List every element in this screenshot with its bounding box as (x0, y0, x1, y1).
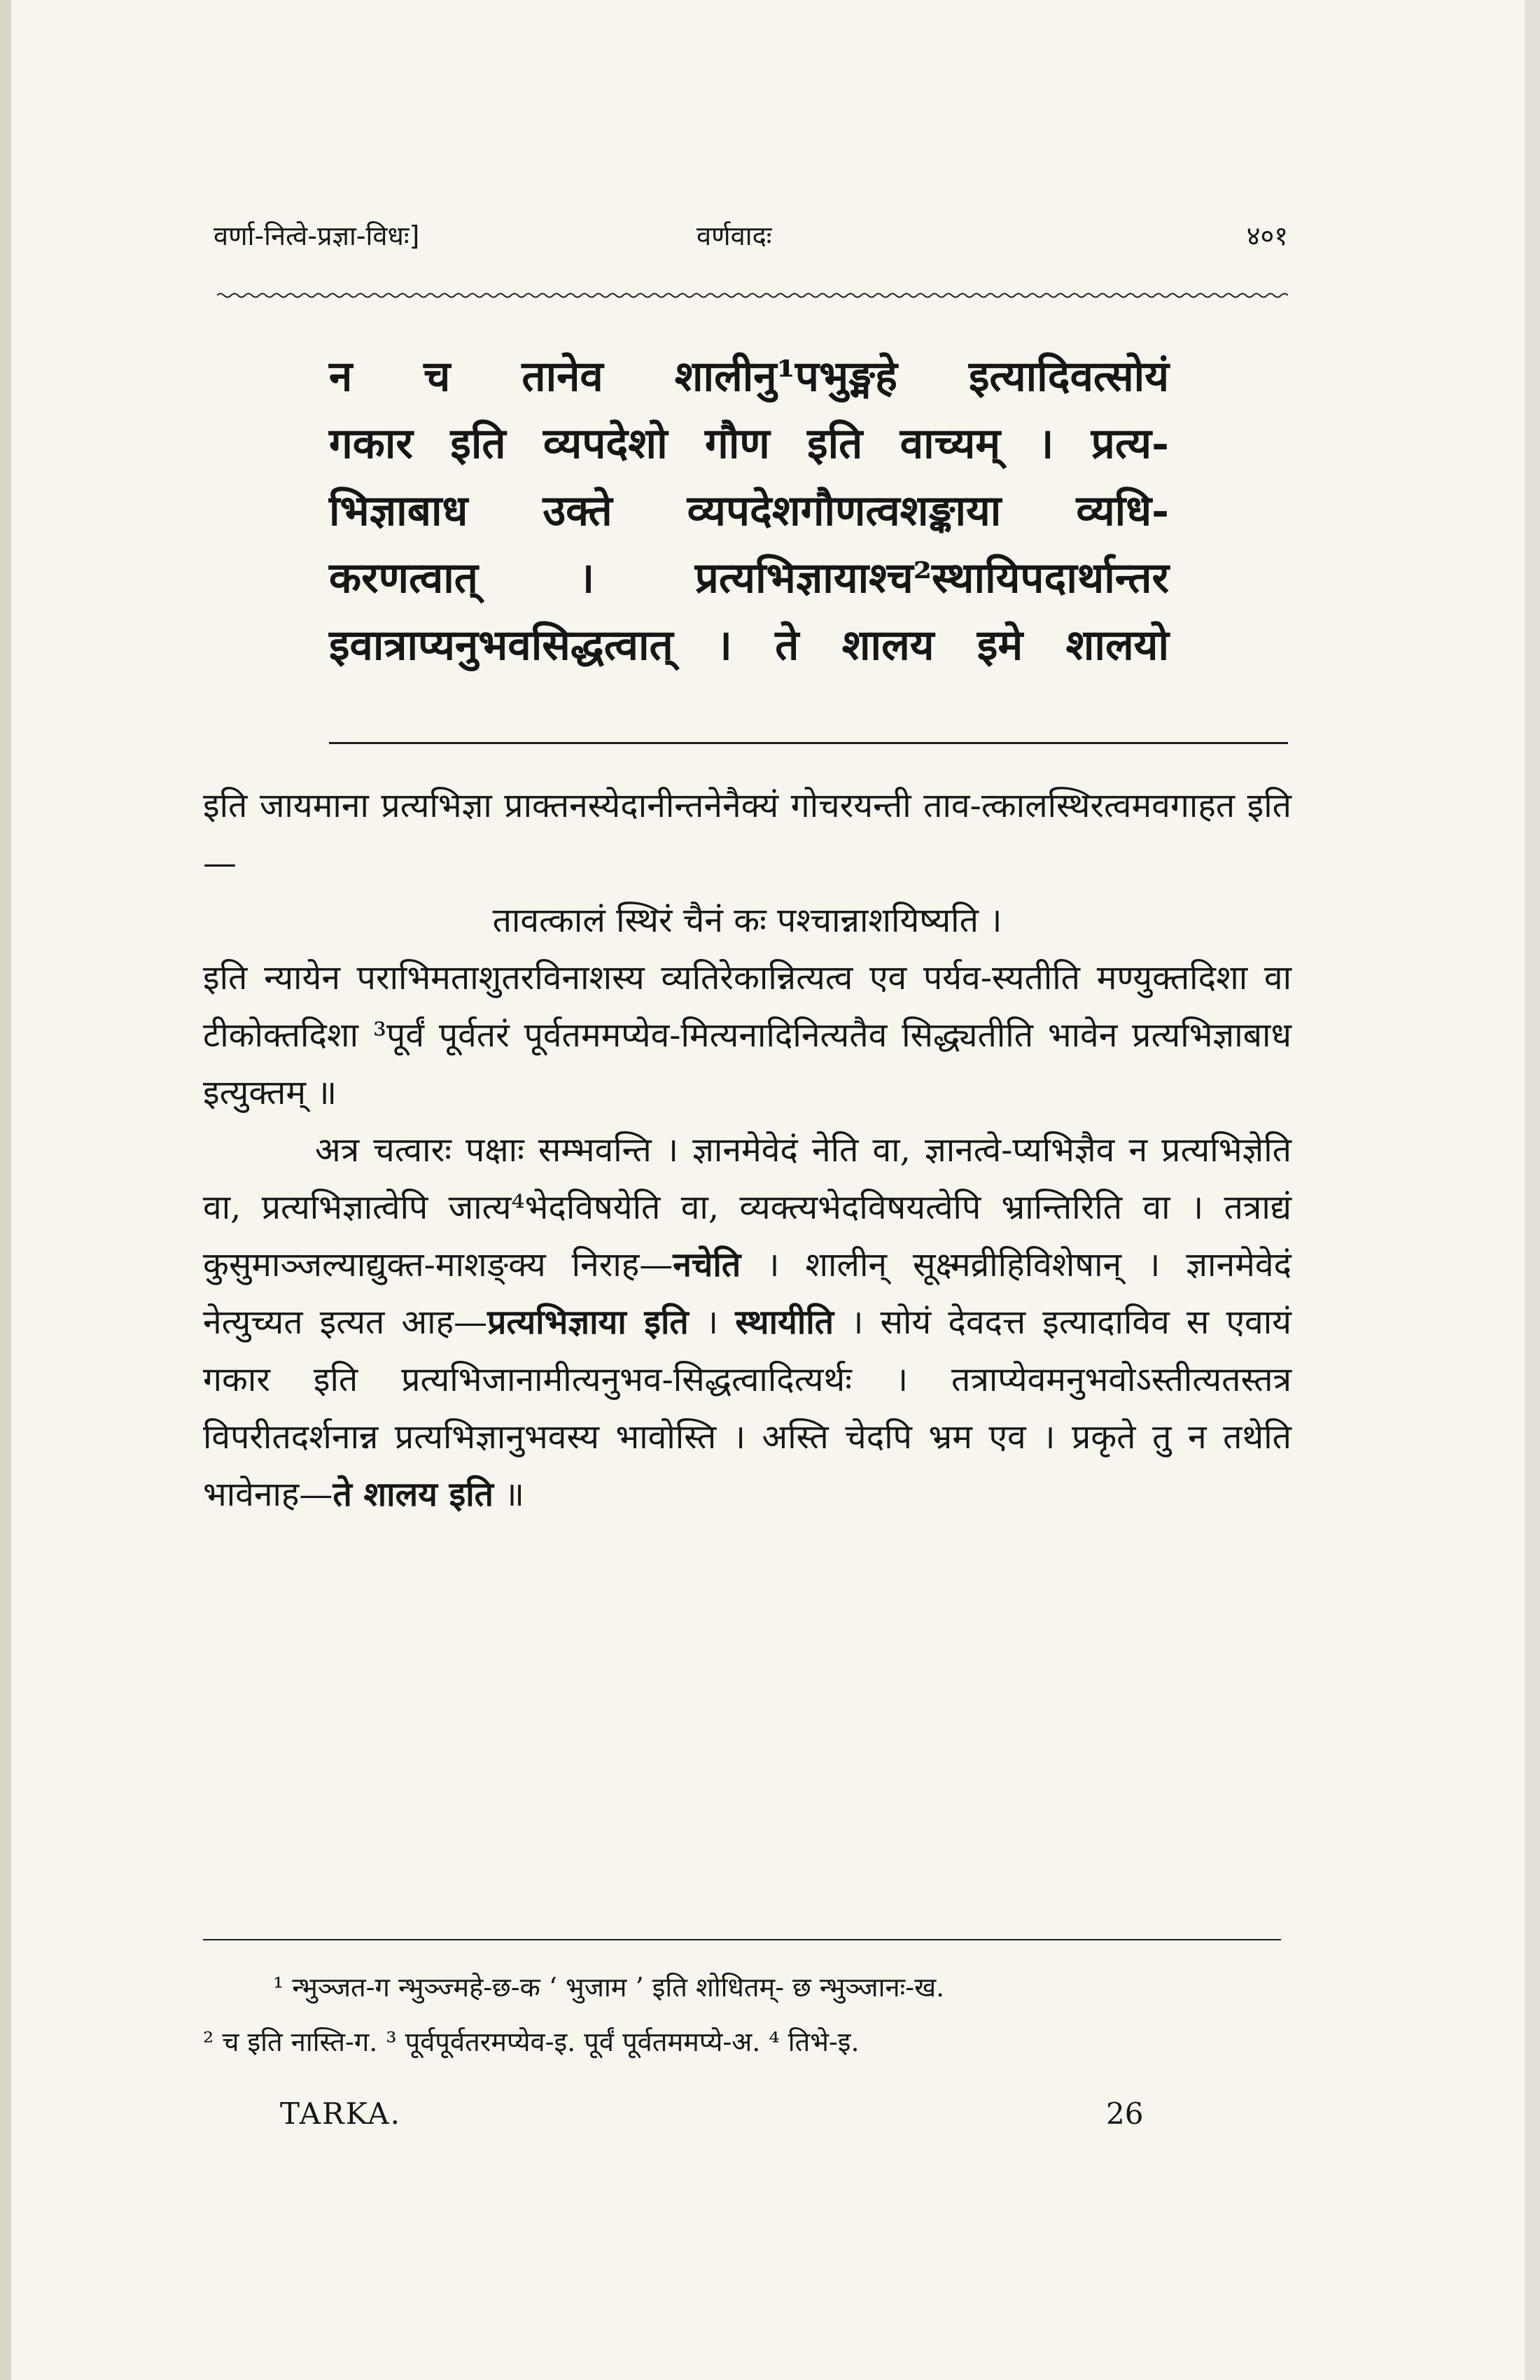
keyword-pratika: नचेति (673, 1245, 741, 1284)
footnote-divider-rule (203, 1939, 1281, 1940)
verse-line: गकार इति व्यपदेशो गौण इति वाच्यम् । प्रत्य- (329, 419, 1169, 468)
page-outer-edge (1525, 0, 1540, 2380)
commentary-paragraph: इति न्यायेन पराभिमताशुतरविनाशस्य व्यतिरेकान्नित्यत्व एव पर्यव-स्यतीति मण्युक्तदिशा वा टीकोक्तदिशा ³पूर्वं पूर्वतरं पूर्वतममप्येव-मित्यनादिनित्यतैव सिद्ध्यतीति भावेन प्रत्यभिज्ञाबाध इत्युक्तम् ॥ (203, 958, 1292, 1112)
quoted-verse: तावत्कालं स्थिरं चैनं कः पश्चान्नाशयिष्यति । (492, 901, 1002, 940)
commentary-text: ॥ (493, 1475, 525, 1514)
commentary-text-block (203, 777, 1292, 1523)
commentary-text: । सोयं देवदत्त इत्यादाविव स एवायं गकार इति प्रत्यभिजानामीत्यनुभव-सिद्धत्वादित्यर्थः । तत्राप्येवमनुभवोऽस्तीत्यतस्तत्र विपरीतदर्शनान्न प्रत्यभिज्ञानुभवस्य भावोस्ति । अस्ति चेदपि भ्रम एव । प्रकृते तु न तथेति भावेनाह— (203, 1303, 1292, 1514)
signature-mark: TARKA. (280, 2096, 402, 2131)
footnote: ¹ न्भुञ्जत-ग न्भुञ्ज्महे-छ-क ‘ भुजाम ’ इति शोधितम्- छ न्भुञ्जानः-ख. (273, 1972, 945, 2003)
keyword-pratika: प्रत्यभिज्ञाया इति (487, 1303, 689, 1342)
footnotes (203, 1960, 1292, 2069)
verse-text-block (329, 343, 1169, 679)
running-header (214, 217, 1288, 259)
header-chapter-title: वर्णवादः (696, 220, 772, 251)
commentary-text: अत्र चत्वारः पक्षाः सम्भवन्ति । ज्ञानमेवेदं नेति वा, ज्ञानत्वे-प्यभिज्ञैव न प्रत्यभिज्ञेति वा, प्रत्यभिज्ञात्वेपि जात्य⁴भेदविषयेति वा, व्यक्त्यभेदविषयत्वेपि भ्रान्तिरिति वा । तत्राद्यं कुसुमाञ्जल्याद्युक्त-माशङ्क्य निराह— (203, 1130, 1292, 1284)
verse-line: न च तानेव शालीनु¹पभुङ्महे इत्यादिवत्सोयं (329, 352, 1169, 401)
page-binding-edge (0, 0, 11, 2380)
verse-line: करणत्वात् । प्रत्यभिज्ञायाश्च²स्थायिपदार्थान्तर (329, 554, 1169, 603)
commentary-paragraph (203, 1121, 1292, 1523)
keyword-pratika: स्थायीति (735, 1303, 834, 1342)
verse-line: भिज्ञाबाध उक्ते व्यपदेशगौणत्वशङ्काया व्यधि- (329, 486, 1169, 536)
header-section-title: वर्णा-नित्वे-प्रज्ञा-विधः] (214, 220, 420, 251)
verse-line: इवात्राप्यनुभवसिद्धत्वात् । ते शालय इमे शालयो (329, 621, 1169, 670)
page-number: ४०१ (1246, 220, 1288, 251)
footnote: ² च इति नास्ति-ग. ³ पूर्वपूर्वतरमप्येव-इ. पूर्वं पूर्वतममप्ये-अ. ⁴ तिभे-इ. (203, 2026, 860, 2057)
header-wavy-rule (217, 290, 1288, 300)
commentary-paragraph: इति जायमाना प्रत्यभिज्ञा प्राक्तनस्येदानीन्तनेनैक्यं गोचरयन्ती ताव-त्कालस्थिरत्वमवगाहत इति— (203, 786, 1292, 883)
verse-divider-rule (329, 742, 1288, 744)
sheet-number: 26 (1106, 2096, 1144, 2131)
commentary-text: । (688, 1303, 736, 1342)
keyword-pratika: ते शालय इति (332, 1475, 494, 1514)
commentary-text: । शालीन् सूक्ष्मव्रीहिविशेषान् । ज्ञानमेवेदं नेत्युच्यत इत्यत आह— (203, 1245, 1292, 1342)
